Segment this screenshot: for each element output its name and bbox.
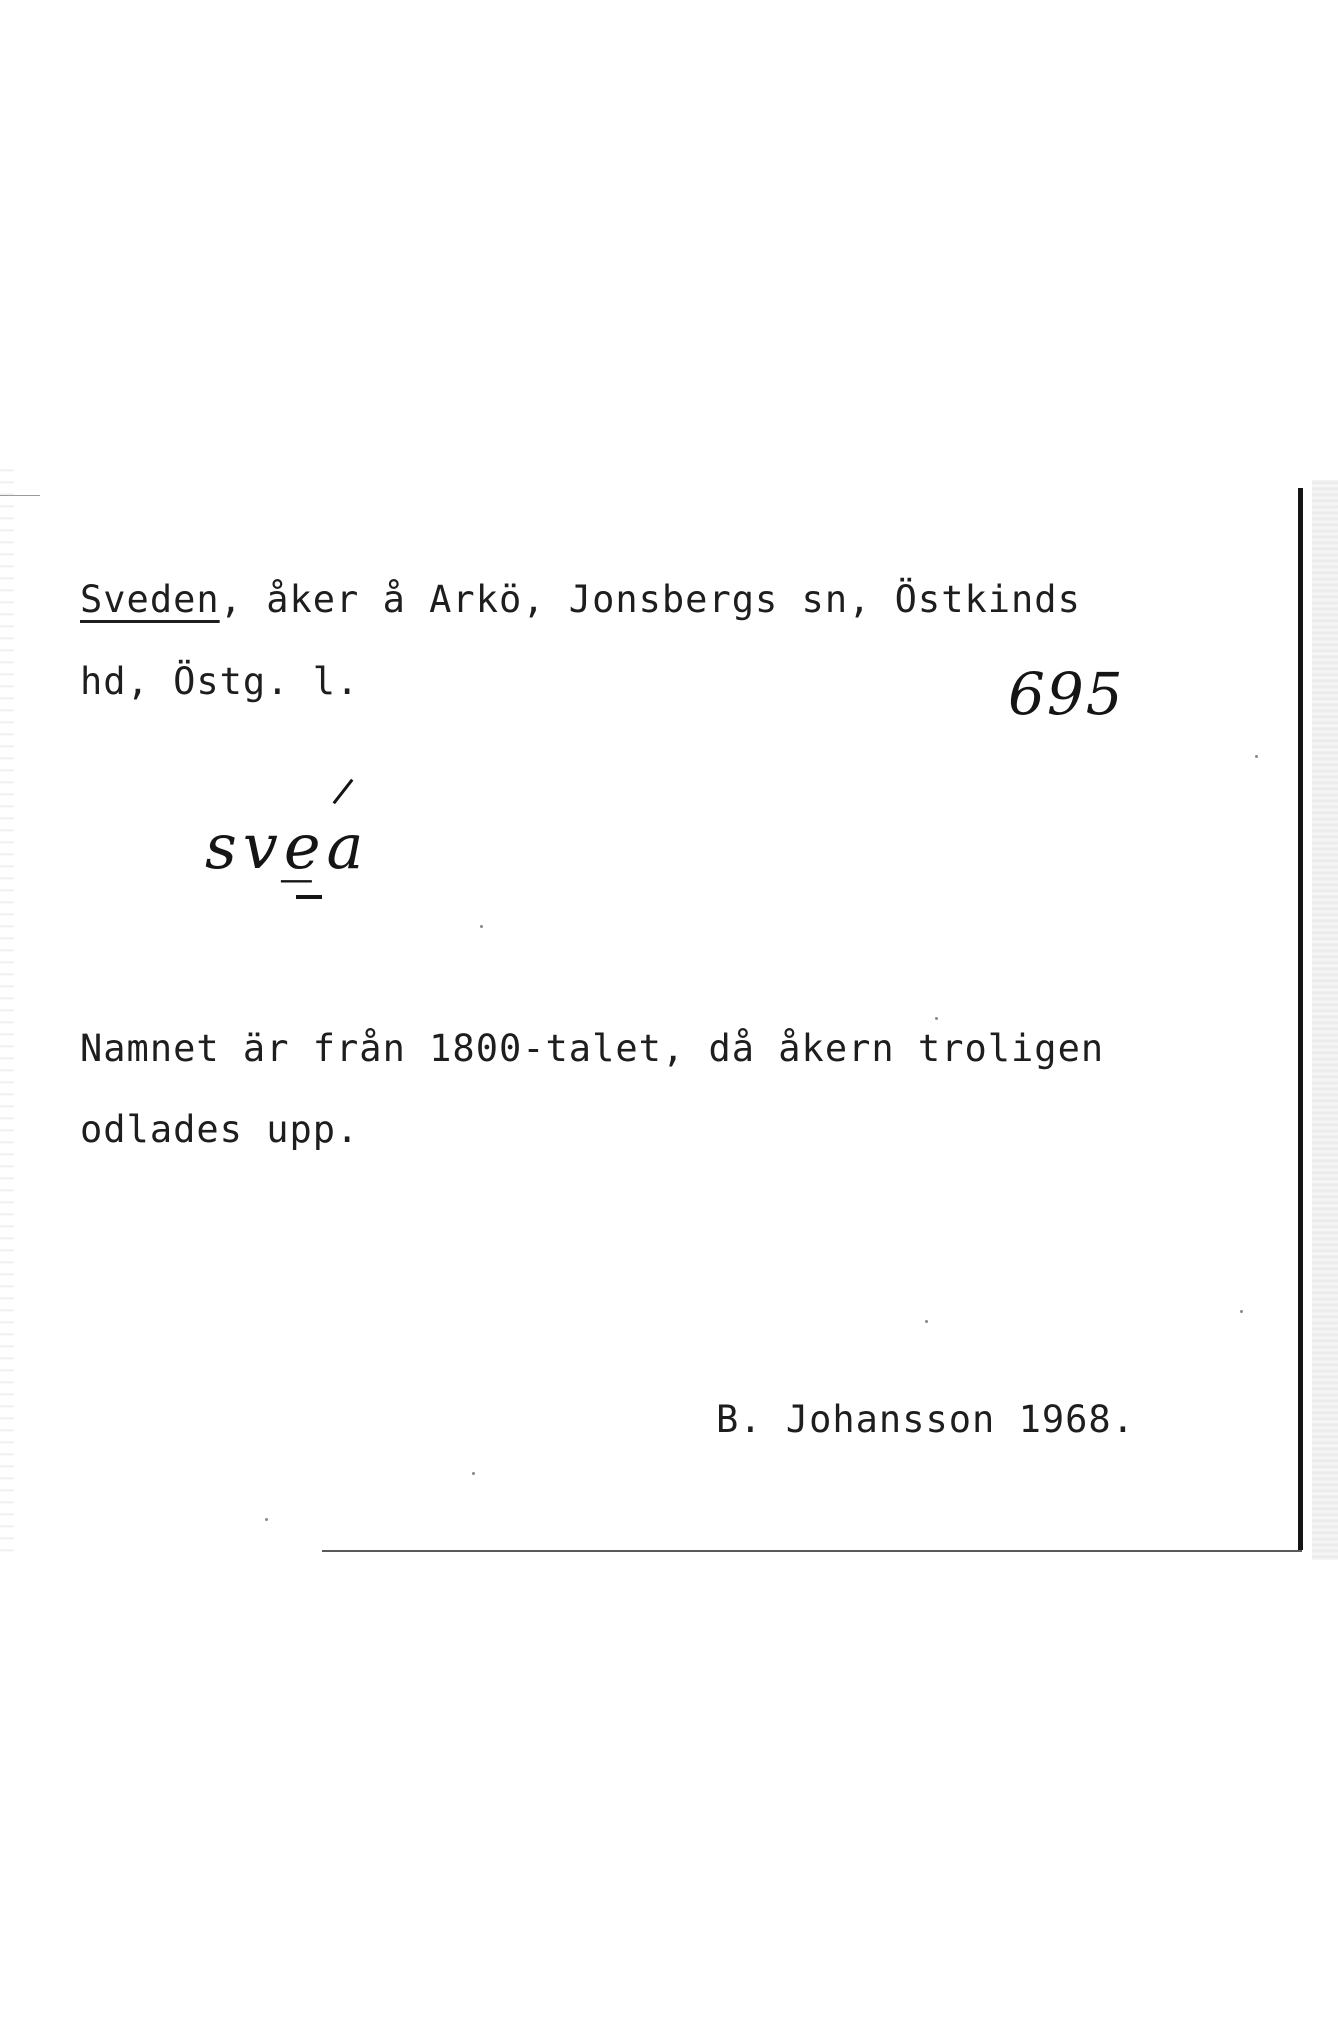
entry-headword: Sveden [80,578,220,621]
vowel-length-mark [296,895,322,899]
scan-edge-right [1312,480,1338,1560]
paper-speck [265,1518,268,1521]
paper-speck [480,925,483,928]
entry-line-1 [80,578,1081,621]
pronunciation: sve̲a [205,810,370,883]
card-border-bottom [322,1550,1302,1552]
paper-speck [935,1017,938,1020]
entry-description-1: , åker å Arkö, Jonsbergs sn, Östkinds [219,578,1081,621]
scan-edge-left [0,460,14,1560]
signature: B. Johansson 1968. [716,1398,1135,1441]
paper-speck [472,1472,475,1475]
note-line-2: odlades upp. [80,1108,360,1151]
paper-speck [1240,1310,1243,1313]
card-edge-top-left [0,495,40,496]
card-border-right [1298,488,1303,1550]
paper-speck [925,1320,928,1323]
paper-speck [1255,755,1258,758]
accent-mark [333,779,354,804]
entry-line-2: hd, Östg. l. [80,660,360,703]
card-number: 695 [1008,660,1125,728]
note-line-1: Namnet är från 1800-talet, då åkern troligen [80,1027,1105,1070]
